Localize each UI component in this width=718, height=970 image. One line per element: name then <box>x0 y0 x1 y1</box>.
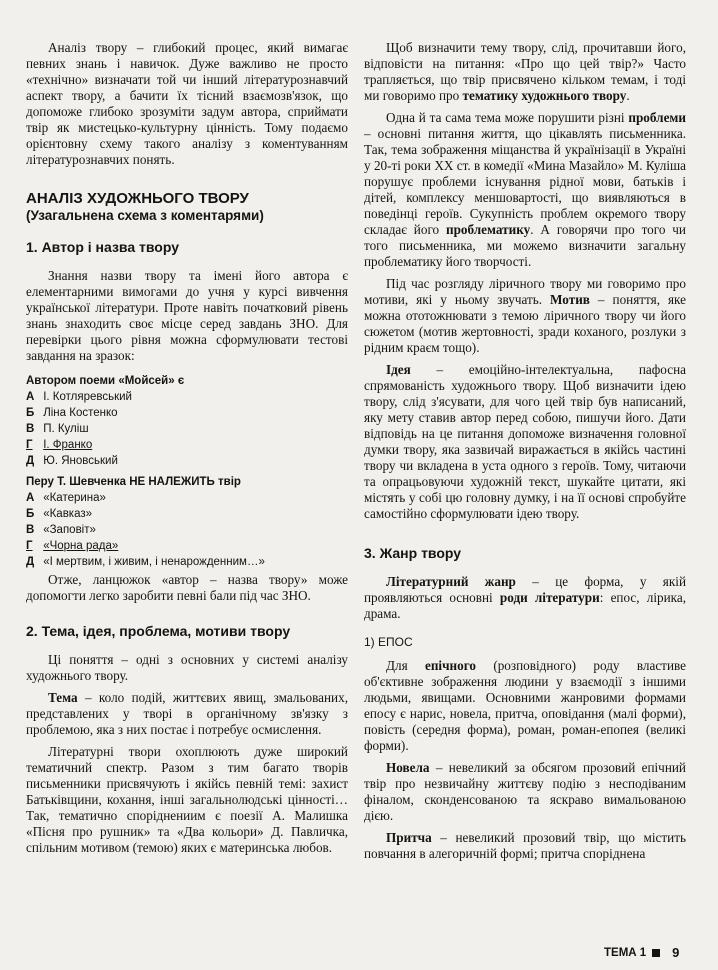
right-paragraph-2: Одна й та сама тема може порушити різні проблеми – основні питання життя, що цікавлять письменника. Так, тема зображення міщанства й українізації в Україні у 20-ті роки XX ст. в комедії «Мина Мазайло» М. Куліша порушує проблеми існування рідної мови, батьків і дітей, комплексу меншовартості, що виявляються в поведінці героїв. Сукупність проблем окремого твору складає його проблематику. А говорячи про того чи того письменника, ми можемо визначити загальну проблематику його творчості. <box>364 110 686 269</box>
answer-option: В «Заповіт» <box>26 524 96 536</box>
novela-paragraph: Новела – невеликий за обсягом прозовий епічний твір про незвичайну життєву подію з несподіваним фіналом, сконденсованою та яскраво вимальованою дією. <box>364 760 686 823</box>
page-number: 9 <box>672 945 680 960</box>
answer-option: Д Ю. Яновський <box>26 455 118 467</box>
answer-option: В П. Куліш <box>26 423 89 435</box>
correct-answer-option: Г «Чорна рада» <box>26 540 119 552</box>
footer-topic-label: ТЕМА 1 <box>604 946 647 959</box>
section-2-paragraph-3: Літературні твори охоплюють дуже широкий тематичний спектр. Разом з тим багато творів письменники присвячують і якійсь певній темі: захист Батьківщини, кохання, інші загальнолюдські цінності… Так, тематично споріднениим є поезії А. Малишка «Пісня про рушник» та «Два кольори» Д. Павличка, спільним мотивом (темою) яких є материнська любов. <box>26 744 348 855</box>
question-1-title: Автором поеми «Мойсей» є <box>26 375 185 387</box>
square-bullet-icon <box>652 949 660 957</box>
prytcha-paragraph: Притча – невеликий прозовий твір, що містить повчання в алегоричній формі; притча споріднена <box>364 830 686 861</box>
right-paragraph-ideia: Ідея – емоційно-інтелектуальна, пафосна спрямованість художнього твору. Щоб визначити ідею твору, слід з'ясувати, для чого цей твір був написаний, яку мету ставив автор перед собою, пишучи його. Дати відповідь на це питання допоможе визначення головної думки твору, яка зазвичай виражається в якійсь частині твору чи вкладена в уста одного з героїв. Тому, читаючи та опрацьовуючи художній текст, шукайте цитати, які містять у собі цю головну думку, і на її основі спробуйте самостійно сформулювати ідею твору. <box>364 362 686 521</box>
question-2-title: Перу Т. Шевченка НЕ НАЛЕЖИТЬ твір <box>26 476 241 488</box>
answer-option: А «Катерина» <box>26 492 106 504</box>
main-heading: АНАЛІЗ ХУДОЖНЬОГО ТВОРУ <box>26 190 249 207</box>
epos-heading: 1) ЕПОС <box>364 635 413 649</box>
right-column <box>364 40 686 862</box>
question-1-options <box>26 389 348 469</box>
right-paragraph-1: Щоб визначити тему твору, слід, прочитавши його, відповісти на питання: «Про що цей твір?» Часто трапляється, що твір присвячено кільком темам, і тоді ми говоримо про тематику художнього твору. <box>364 40 686 103</box>
section-2-paragraph-tema: Тема – коло подій, життєвих явищ, змальованих, представлених у творі в органічному зв'язку з проблемою, яка з них постає і потребує осмислення. <box>26 690 348 737</box>
section-1-text: Знання назви твору та імені його автора є елементарними вимогами до учня у курсі вивчення української літератури. Проте навіть початковий рівень знань знаходить своє місце серед завдань ЗНО. Для перевірки цього рівня можна сформулювати тестові завдання на зразок: <box>26 268 348 363</box>
answer-option: Б «Кавказ» <box>26 508 93 520</box>
section-2-paragraph-1: Ці поняття – одні з основних у системі аналізу художнього твору. <box>26 652 348 683</box>
section-2-heading: 2. Тема, ідея, проблема, мотиви твору <box>26 623 291 639</box>
section-1-heading: 1. Автор і назва твору <box>26 239 179 255</box>
term-tema: Тема <box>48 690 78 705</box>
answer-option: Д «І мертвим, і живим, і ненарожденним…» <box>26 556 265 568</box>
answer-option: Б Ліна Костенко <box>26 407 118 419</box>
question-2-options <box>26 490 348 570</box>
intro-paragraph: Аналіз твору – глибокий процес, який вимагає певних знань і навичок. Дуже важливо не просто «технічно» визначати той чи інший літературознавчий аспект твору, а бачити їх тісний взаємозв'язок, що допоможе глибоко зрозуміти задум автора, сприймати твір як мистецько-культурну цінність. Тому подаємо орієнтовну схему такого аналізу з коментуванням літературознавчих понять. <box>26 40 348 167</box>
answer-option: А І. Котляревський <box>26 391 132 403</box>
section-3-heading: 3. Жанр твору <box>364 545 462 561</box>
main-subheading: (Узагальнена схема з коментарями) <box>26 208 264 223</box>
epos-paragraph: Для епічного (розповідного) роду властиве об'єктивне зображення людини у взаємодії з іншими людьми, явищами. Основними жанровими формами епосу є нарис, новела, притча, оповідання (малі форми), повість (середня форма), роман, роман-епопея (великі форми). <box>364 658 686 753</box>
left-column <box>26 40 348 856</box>
page-footer <box>604 945 679 960</box>
right-paragraph-motiv: Під час розгляду ліричного твору ми говоримо про мотиви, які у ньому звучать. Мотив – поняття, яке можна ототожнювати з темою ліричного твору чи його сюжетом (мотив жертовності, зради коханого, розлуки з рідним краєм тощо). <box>364 276 686 355</box>
section-1-outro: Отже, ланцюжок «автор – назва твору» може допомогти легко заробити певні бали під час ЗНО. <box>26 572 348 603</box>
correct-answer-option: Г І. Франко <box>26 439 93 451</box>
section-3-paragraph-1: Літературний жанр – це форма, у якій проявляються основні роди літератури: епос, лірика, драма. <box>364 574 686 621</box>
